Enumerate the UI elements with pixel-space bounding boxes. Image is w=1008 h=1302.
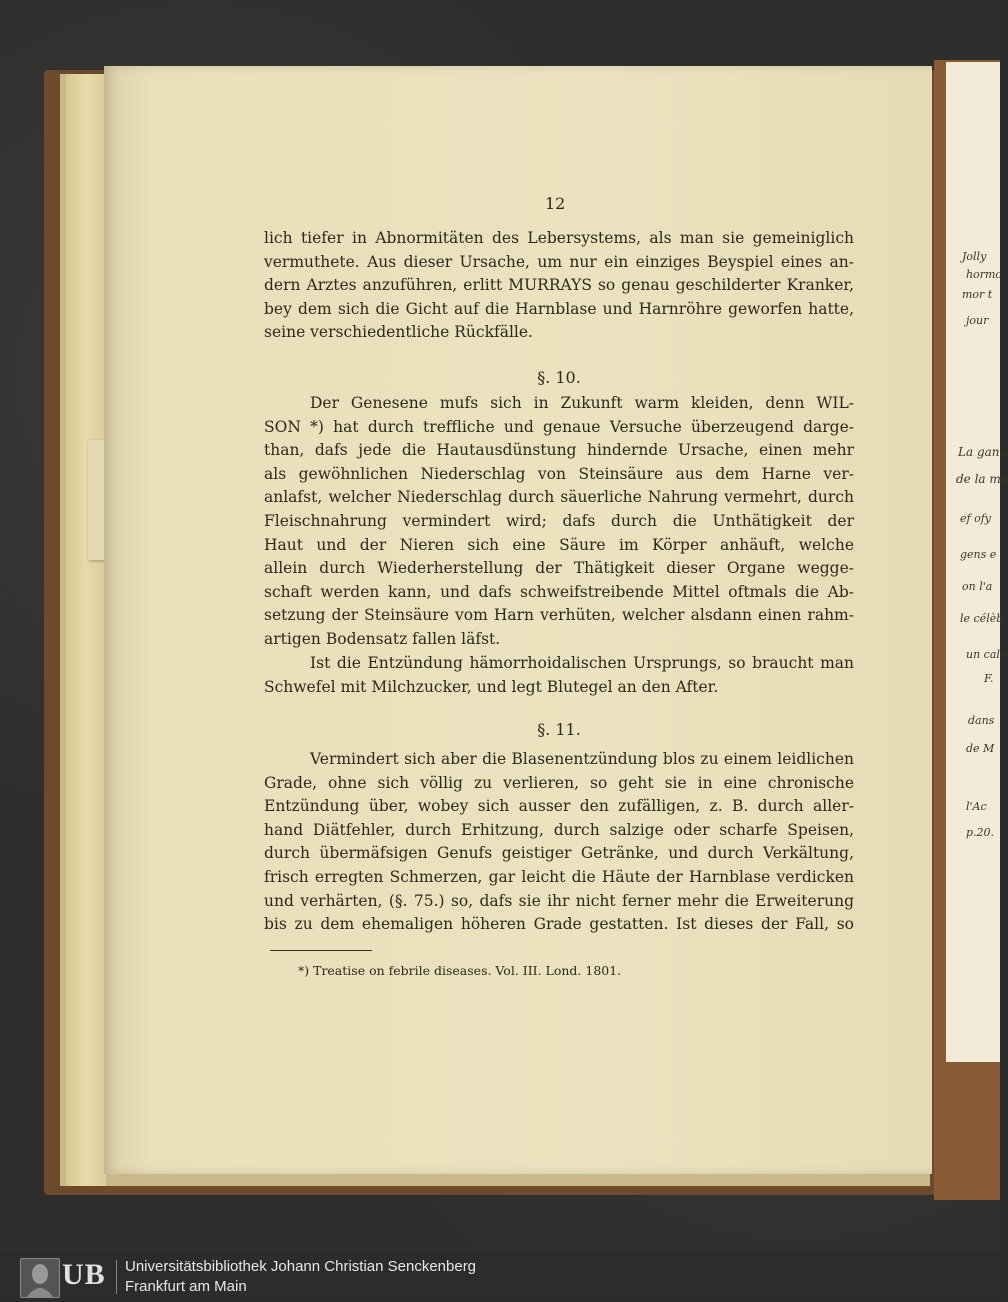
margin-note: on l'a (962, 580, 993, 593)
text-line: schaft werden kann, und dafs schweifstreibende Mittel oftmals die Ab- (264, 582, 854, 601)
margin-note: ef ofy (960, 512, 991, 525)
margin-note: mor t (962, 288, 993, 301)
library-location: Frankfurt am Main (125, 1278, 247, 1295)
margin-note: le célèb (960, 612, 1004, 625)
text-line: allein durch Wiederherstellung der Thätigkeit dieser Organe wegge- (264, 559, 854, 578)
margin-note: F. (984, 672, 994, 685)
margin-note: p.20. (966, 826, 995, 839)
margin-note: La gang (958, 445, 1008, 459)
text-line: than, dafs jede die Hautausdünstung hindernde Ursache, einen mehr (264, 441, 854, 460)
text-line: Ist die Entzündung hämorrhoidalischen Ursprungs, so braucht man (310, 654, 854, 672)
text-line: und verhärten, (§. 75.) so, dafs sie ihr nicht ferner mehr die Erweiterung (264, 891, 854, 910)
section-10-paragraph-1 (264, 394, 854, 654)
section-10-paragraph-2 (264, 654, 854, 701)
text-line: als gewöhnlichen Niederschlag von Steinsäure aus dem Harne ver- (264, 464, 854, 483)
text-line: durch übermäfsigen Genufs geistiger Getränke, und durch Verkältung, (264, 844, 854, 863)
facing-page-manuscript (946, 62, 1003, 1062)
text-line: bis zu dem ehemaligen höheren Grade gestatten. Ist dieses der Fall, so (264, 915, 854, 934)
text-line: SON *) hat durch treffliche und genaue Versuche überzeugend darge- (264, 417, 854, 436)
footnote-rule (270, 950, 372, 951)
paragraph-continuation (264, 229, 854, 347)
margin-note: jour (966, 314, 989, 327)
text-line: anlafst, welcher Niederschlag durch säuerliche Nahrung vermehrt, durch (264, 488, 854, 507)
margin-note: de la ma (956, 472, 1008, 486)
text-line: Entzündung über, wobey sich ausser den zufälligen, z. B. durch aller- (264, 797, 854, 816)
text-line: Fleischnahrung vermindert wird; dafs durch die Unthätigkeit der (264, 511, 854, 530)
library-footer (0, 1252, 1000, 1301)
footnote: *) Treatise on febrile diseases. Vol. III. Lond. 1801. (298, 963, 622, 978)
margin-note: l'Ac (966, 800, 987, 813)
text-line: vermuthete. Aus dieser Ursache, um nur ein einziges Beyspiel eines an- (264, 252, 854, 271)
portrait-logo-icon (20, 1258, 60, 1298)
section-heading: §. 11. (537, 720, 581, 739)
text-line: dern Arztes anzuführen, erlitt MURRAYS so genau geschilderter Kranker, (264, 276, 854, 295)
margin-note: de M (966, 742, 995, 755)
margin-note: un cale (966, 648, 1007, 661)
text-line: setzung der Steinsäure vom Harn verhüten, welcher alsdann einen rahm- (264, 606, 854, 625)
page-number: 12 (545, 194, 566, 213)
text-line: seine verschiedentliche Rückfälle. (264, 323, 533, 342)
library-name: Universitätsbibliothek Johann Christian Senckenberg (125, 1258, 477, 1275)
text-line: artigen Bodensatz fallen läfst. (264, 629, 501, 648)
text-line: bey dem sich die Gicht auf die Harnblase und Harnröhre geworfen hatte, (264, 299, 854, 318)
text-line: hand Diätfehler, durch Erhitzung, durch salzige oder scharfe Speisen, (264, 820, 854, 839)
margin-note: Jolly (962, 250, 987, 263)
margin-note: dans (968, 714, 995, 727)
text-line: Vermindert sich aber die Blasenentzündung blos zu einem leidlichen (310, 750, 854, 768)
text-line: Grade, ohne sich völlig zu verlieren, so geht sie in eine chronische (264, 773, 854, 792)
page-fore-edge (66, 74, 106, 1186)
section-11-paragraph-1 (264, 750, 854, 939)
margin-note: gens e (960, 548, 997, 561)
section-heading: §. 10. (537, 368, 581, 387)
text-line: frisch erregten Schmerzen, gar leicht die Häute der Harnblase verdicken (264, 867, 854, 886)
footer-divider (116, 1260, 117, 1294)
text-line: Der Genesene mufs sich in Zukunft warm kleiden, denn WIL- (310, 394, 854, 412)
text-line: lich tiefer in Abnormitäten des Lebersystems, als man sie gemeiniglich (264, 229, 854, 247)
library-logo: UB (62, 1258, 106, 1291)
margin-note: hormo (966, 268, 1003, 281)
text-line: Schwefel mit Milchzucker, und legt Blutegel an den After. (264, 677, 719, 696)
text-line: Haut und der Nieren sich eine Säure im Körper anhäuft, welche (264, 535, 854, 554)
